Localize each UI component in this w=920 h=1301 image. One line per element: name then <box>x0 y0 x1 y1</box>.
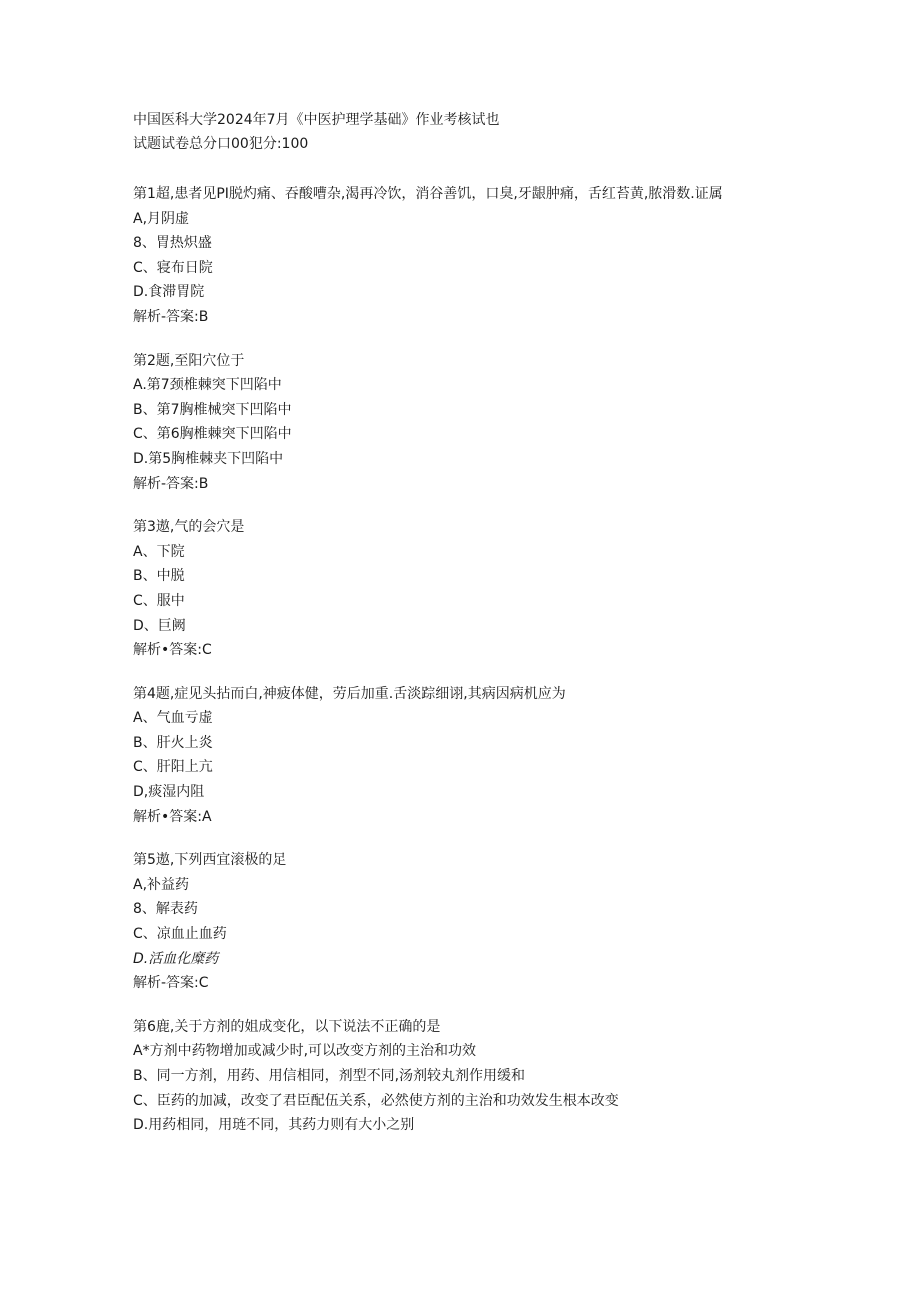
document-title: 中国医科大学2024年7月《中医护理学基础》作业考核试也 <box>133 112 500 128</box>
option-b: B、中脱 <box>133 568 185 585</box>
option-d: D.食滞胃院 <box>133 284 205 301</box>
option-b: B、肝火上炎 <box>133 734 213 751</box>
question-2 <box>133 349 793 497</box>
option-d: D.用药相同，用琏不同，其药力则有大小之别 <box>133 1117 415 1134</box>
option-a: A、气血亏虚 <box>133 710 213 727</box>
question-stem: 第3遨,气的会穴是 <box>133 519 245 536</box>
answer-line: 解析-答案:B <box>133 475 209 492</box>
option-b: 8、解表药 <box>133 901 198 918</box>
option-a: A,月阴虚 <box>133 210 190 227</box>
answer-line: 解析•答案:A <box>133 808 212 825</box>
question-stem: 第2题,至阳穴位于 <box>133 352 245 369</box>
question-4 <box>133 682 793 830</box>
answer-line: 解析•答案:C <box>133 642 212 659</box>
option-c: C、肝阳上亢 <box>133 759 213 776</box>
option-d: D.第5胸椎棘夹下凹陷中 <box>133 450 284 467</box>
question-5 <box>133 848 793 996</box>
question-3 <box>133 515 793 663</box>
option-b: 8、胃热炽盛 <box>133 235 212 252</box>
option-b: B、第7胸椎械突下凹陷中 <box>133 401 292 418</box>
option-a: A.第7颈椎棘突下凹陷中 <box>133 377 282 394</box>
answer-line: 解析-答案:C <box>133 975 209 992</box>
document-page <box>133 108 793 1157</box>
answer-line: 解析-答案:B <box>133 308 209 325</box>
option-c: C、第6胸椎棘突下凹陷中 <box>133 426 292 443</box>
question-6 <box>133 1015 793 1138</box>
spacer <box>133 156 793 182</box>
option-a: A、下院 <box>133 543 185 560</box>
question-stem: 第6鹿,关于方剂的姐成变化，以下说法不正确的是 <box>133 1018 441 1035</box>
option-c: C、臣药的加减，改变了君臣配伍关系，必然使方剂的主治和功效发生根本改变 <box>133 1092 619 1109</box>
option-a: A*方剂中药物增加或减少时,可以改变方剂的主治和功效 <box>133 1043 477 1060</box>
option-d: D.活血化糜药 <box>133 950 219 967</box>
question-stem: 第1超,患者见PI脱灼痛、吞酸嘈杂,渴再冷饮，消谷善饥，口臭,牙龈肿痛，舌红苔黄,脓滑数.证属 <box>133 186 723 202</box>
option-c: C、寝布日院 <box>133 259 213 276</box>
option-c: C、服中 <box>133 592 185 609</box>
option-c: C、凉血止血药 <box>133 926 227 943</box>
option-d: D、巨阙 <box>133 617 186 634</box>
option-b: B、同一方剂，用药、用信相同，剂型不同,汤剂较丸剂作用缓和 <box>133 1068 526 1084</box>
question-stem: 第4题,症见头拈而白,神疲体健，劳后加重.舌淡踪细诩,其病因病机应为 <box>133 685 566 702</box>
question-stem: 第5遨,下列西宜滚极的足 <box>133 852 287 869</box>
document-subtitle: 试题试卷总分口00犯分:100 <box>133 136 309 152</box>
option-d: D,痰湿内阻 <box>133 784 205 801</box>
question-1 <box>133 182 793 330</box>
option-a: A,补益药 <box>133 876 190 893</box>
